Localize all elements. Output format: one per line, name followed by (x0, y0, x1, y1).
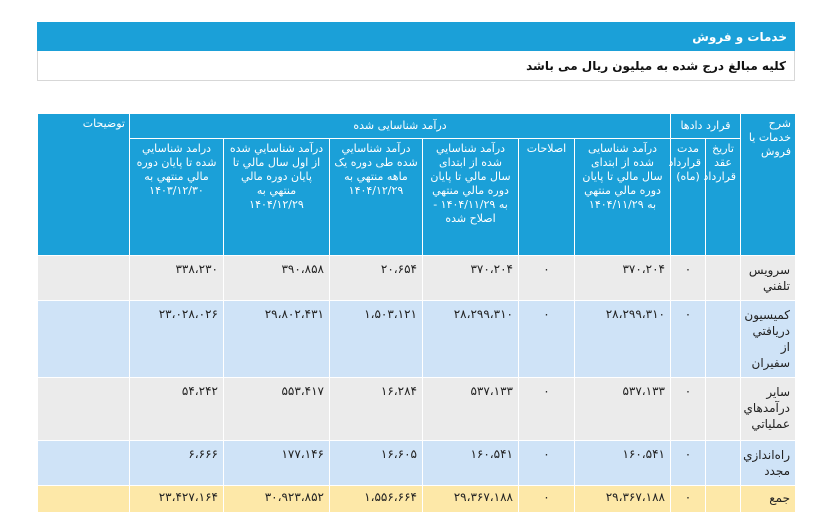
header-rev-fiscal-year: درآمد شناسایي شده از اول سال مالي تا پایان دوره مالي منتهي به ۱۴۰۴/۱۲/۲۹ (224, 139, 330, 256)
row-name: راه‌اندازي مجدد (741, 441, 796, 486)
row-corrections: ۰ (519, 256, 575, 301)
header-contract-date: تاریخ عقد قرارداد (706, 139, 741, 256)
total-notes (38, 486, 130, 513)
row-rev-one-month: ۱۶،۶۰۵ (330, 441, 423, 486)
row-duration: ۰ (671, 378, 706, 441)
row-rev-fiscal-year: ۱۷۷،۱۴۶ (224, 441, 330, 486)
units-note-bar (37, 51, 795, 81)
row-rev-fiscal-year: ۳۹۰،۸۵۸ (224, 256, 330, 301)
table-row (38, 256, 796, 301)
total-row (38, 486, 796, 513)
row-rev-prev-year: ۳۳۸،۲۳۰ (130, 256, 224, 301)
total-rev-fiscal-year: ۳۰،۹۲۳،۸۵۲ (224, 486, 330, 513)
row-rev-one-month: ۲۰،۶۵۴ (330, 256, 423, 301)
total-rev-one-month: ۱،۵۵۶،۶۶۴ (330, 486, 423, 513)
row-rev-prev-year: ۵۴،۲۴۲ (130, 378, 224, 441)
row-contract-date (706, 378, 741, 441)
total-duration: ۰ (671, 486, 706, 513)
row-rev-corrected: ۳۷۰،۲۰۴ (423, 256, 519, 301)
row-notes (38, 441, 130, 486)
row-rev-corrected: ۲۸،۲۹۹،۳۱۰ (423, 301, 519, 378)
header-contracts-group: قرارد دادها (671, 114, 741, 139)
header-rev-corrected: درآمد شناسایي شده از ابتدای سال مالي تا پایان دوره مالي منتهي به ۱۴۰۴/۱۱/۲۹ - اصلاح شده (423, 139, 519, 256)
row-rev-one-month: ۱،۵۰۳،۱۲۱ (330, 301, 423, 378)
row-contract-date (706, 301, 741, 378)
row-rev-to-end-period: ۱۶۰،۵۴۱ (575, 441, 671, 486)
header-contract-duration: مدت قرارداد (ماه) (671, 139, 706, 256)
row-duration: ۰ (671, 256, 706, 301)
header-rev-one-month: درآمد شناسایي شده طی دوره یک ماهه منتهي به ۱۴۰۴/۱۲/۲۹ (330, 139, 423, 256)
total-corrections: ۰ (519, 486, 575, 513)
row-corrections: ۰ (519, 301, 575, 378)
total-rev-prev-year: ۲۳،۴۲۷،۱۶۴ (130, 486, 224, 513)
row-contract-date (706, 256, 741, 301)
row-rev-fiscal-year: ۵۵۳،۴۱۷ (224, 378, 330, 441)
row-contract-date (706, 441, 741, 486)
row-rev-to-end-period: ۲۸،۲۹۹،۳۱۰ (575, 301, 671, 378)
table-row (38, 441, 796, 486)
row-rev-to-end-period: ۳۷۰،۲۰۴ (575, 256, 671, 301)
header-recognized-group: درآمد شناسایی شده (130, 114, 671, 139)
section-title: خدمات و فروش (692, 29, 787, 44)
row-corrections: ۰ (519, 441, 575, 486)
row-duration: ۰ (671, 301, 706, 378)
header-description: شرح خدمات یا فروش (741, 114, 796, 256)
row-rev-to-end-period: ۵۳۷،۱۳۳ (575, 378, 671, 441)
row-rev-fiscal-year: ۲۹،۸۰۲،۴۳۱ (224, 301, 330, 378)
section-title-bar (37, 22, 795, 51)
table-row (38, 301, 796, 378)
total-contract-date (706, 486, 741, 513)
row-notes (38, 301, 130, 378)
row-rev-prev-year: ۶،۶۶۶ (130, 441, 224, 486)
header-notes: توضیحات (38, 114, 130, 256)
header-corrections: اصلاحات (519, 139, 575, 256)
row-notes (38, 256, 130, 301)
units-note: کلیه مبالغ درج شده به میلیون ریال می باشد (526, 58, 786, 73)
row-name: سرويس تلفني (741, 256, 796, 301)
row-duration: ۰ (671, 441, 706, 486)
row-rev-one-month: ۱۶،۲۸۴ (330, 378, 423, 441)
row-name: كميسيون دريافتي از سفيران (741, 301, 796, 378)
row-rev-corrected: ۱۶۰،۵۴۱ (423, 441, 519, 486)
row-corrections: ۰ (519, 378, 575, 441)
header-rev-prev-year: درامد شناسایي شده تا پایان دوره مالي منتهي به ۱۴۰۳/۱۲/۳۰ (130, 139, 224, 256)
row-rev-prev-year: ۲۳،۰۲۸،۰۲۶ (130, 301, 224, 378)
total-rev-to-end-period: ۲۹،۳۶۷،۱۸۸ (575, 486, 671, 513)
row-name: ساير درآمدهاي عملياتي (741, 378, 796, 441)
table-row (38, 378, 796, 441)
total-rev-corrected: ۲۹،۳۶۷،۱۸۸ (423, 486, 519, 513)
total-name: جمع (741, 486, 796, 513)
header-rev-to-end-period: درآمد شناسایی شده از ابتدای سال مالي تا پایان دوره مالي منتهي به ۱۴۰۴/۱۱/۲۹ (575, 139, 671, 256)
row-rev-corrected: ۵۳۷،۱۳۳ (423, 378, 519, 441)
services-sales-table (37, 113, 796, 513)
row-notes (38, 378, 130, 441)
